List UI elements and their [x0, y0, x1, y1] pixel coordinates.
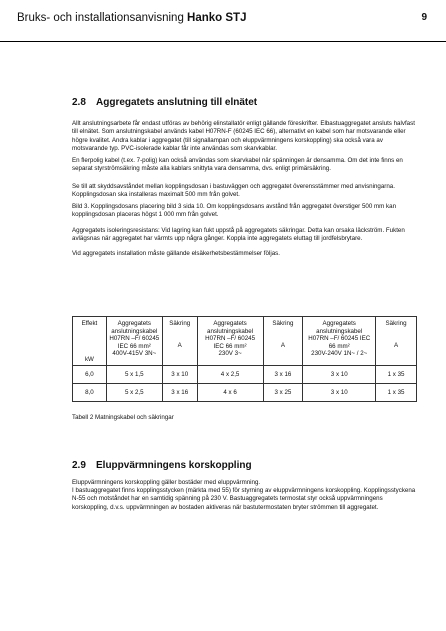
paragraph-connection: Allt anslutningsarbete får endast utföras av behörig elinstallatör enligt gällande föreskrifter. Elbastuaggregatet ansluts halvfast till elnätet. Som anslutningskabel används kabel H07RN-F (60245 IEC 66), alternativt en kabel som har motsvarande eller högre kvalitet. Andra kablar i aggregatet (till signallampan och eluppvärmningens korskoppling) ska också vara av motsvarande typ. PVC-isolerade kablar får inte användas som skarvkablar. — [72, 120, 415, 152]
header-label: Aggregatets anslutningskabel H07RN –F/ 60245 IEC 66 mm² — [308, 320, 371, 350]
table-caption: Tabell 2 Matningskabel och säkringar — [72, 414, 174, 421]
cell-cable-400v: 5 x 2,5 — [106, 384, 162, 402]
header-label: Säkring — [272, 320, 294, 327]
product-name: Hanko STJ — [187, 12, 247, 24]
header-unit: A — [393, 341, 399, 349]
header-label: Säkring — [169, 320, 191, 327]
document-title — [17, 12, 246, 24]
section-number: 2.9 — [72, 460, 86, 471]
header-cable-230v-1n — [303, 317, 376, 366]
paragraph-cross-connection-scope: Eluppvärmningens korskoppling gäller bostäder med eluppvärmning. — [72, 479, 261, 486]
header-cable-230v-3 — [197, 317, 263, 366]
cell-effekt: 8,0 — [73, 384, 107, 402]
page-header — [17, 12, 427, 30]
cell-effekt: 6,0 — [73, 366, 107, 384]
cell-cable-400v: 5 x 1,5 — [106, 366, 162, 384]
header-unit: A — [177, 341, 182, 349]
cell-fuse-400v: 3 x 10 — [162, 366, 197, 384]
header-unit: 230V-240V 1N~ / 2~ — [311, 350, 368, 357]
table-header-row — [73, 317, 417, 366]
cell-fuse-230v-3: 3 x 25 — [263, 384, 303, 402]
cell-cable-230v-3: 4 x 2,5 — [197, 366, 263, 384]
header-fuse-230v-1n — [376, 317, 417, 366]
section-heading-2-9 — [72, 460, 252, 471]
supply-cable-table — [72, 316, 417, 402]
header-cable-400v — [106, 317, 162, 366]
cell-fuse-230v-3: 3 x 16 — [263, 366, 303, 384]
header-label: Effekt — [81, 320, 98, 327]
cell-cable-230v-1n: 3 x 10 — [303, 384, 376, 402]
header-divider — [0, 41, 446, 42]
table-row — [73, 384, 417, 402]
cell-fuse-400v: 3 x 16 — [162, 384, 197, 402]
header-fuse-400v — [162, 317, 197, 366]
header-unit: 400V-415V 3N~ — [112, 350, 157, 357]
paragraph-figure-ref: Bild 3. Kopplingsdosans placering bild 3 sida 10. Om kopplingsdosans avstånd från aggregatet överstiger 500 mm kan kopplingsdosan placeras högst 1 000 mm från golvet. — [72, 203, 397, 219]
section-title: Eluppvärmningens korskoppling — [96, 460, 252, 471]
section-title: Aggregatets anslutning till elnätet — [96, 97, 258, 108]
header-label: Aggregatets anslutningskabel H07RN –F/ 60245 IEC 66 mm² — [109, 320, 160, 350]
cell-fuse-230v-1n: 1 x 35 — [376, 384, 417, 402]
paragraph-junction-box: Se till att skyddsavståndet mellan kopplingsdosan i bastuväggen och aggregatet överensstämmer med anvisningarna. Kopplingsdosan ska installeras maximalt 500 mm från golvet. — [72, 183, 395, 199]
header-unit: 230V 3~ — [218, 350, 242, 357]
paragraph-multipole-cable: En flerpolig kabel (t.ex. 7-polig) kan också användas som skarvkabel när spänningen är densamma. Om det inte finns en separat styrströmsäkring måste alla kablars snittyta vara densamma, dvs. enligt primärsäkring. — [72, 157, 403, 173]
cell-fuse-230v-1n: 1 x 35 — [376, 366, 417, 384]
page-number: 9 — [421, 12, 427, 23]
document-title-prefix: Bruks- och installationsanvisning — [17, 12, 184, 24]
table-row — [73, 366, 417, 384]
section-heading-2-8 — [72, 97, 257, 108]
header-effekt — [73, 317, 107, 366]
header-label: Aggregatets anslutningskabel H07RN –F/ 60245 IEC 66 mm² — [205, 320, 256, 350]
cell-cable-230v-3: 4 x 6 — [197, 384, 263, 402]
paragraph-insulation: Aggregatets isoleringsresistans: Vid lagring kan fukt uppstå på aggregatets säkringar. Detta kan orsaka läckström. Fukten avlägsnas när aggregatet har värmts upp några gånger. Koppla inte aggregatets eluttag till jordfelsbrytare. — [72, 227, 405, 243]
header-label: Säkring — [385, 320, 407, 327]
paragraph-regulations: Vid aggregatets installation måste gällande elsäkerhetsbestämmelser följas. — [72, 250, 280, 257]
paragraph-cross-connection-terminals: I bastuaggregatet finns kopplingsstycken (märkta med 55) för styrning av eluppvärmningens korskoppling. Kopplingsstyckena N-55 och motståndet har en samtidig spänning på 230 V. Bastuaggregatets termostat styr också uppvärmningens korskoppling, d.v.s. uppvärmningen av bostaden aktiveras när bastutermostaten bryter strömmen till aggregatet. — [72, 487, 416, 511]
header-fuse-230v-3 — [263, 317, 303, 366]
cell-cable-230v-1n: 3 x 10 — [303, 366, 376, 384]
header-unit: kW — [84, 355, 94, 363]
header-unit: A — [280, 341, 285, 349]
section-number: 2.8 — [72, 97, 86, 108]
